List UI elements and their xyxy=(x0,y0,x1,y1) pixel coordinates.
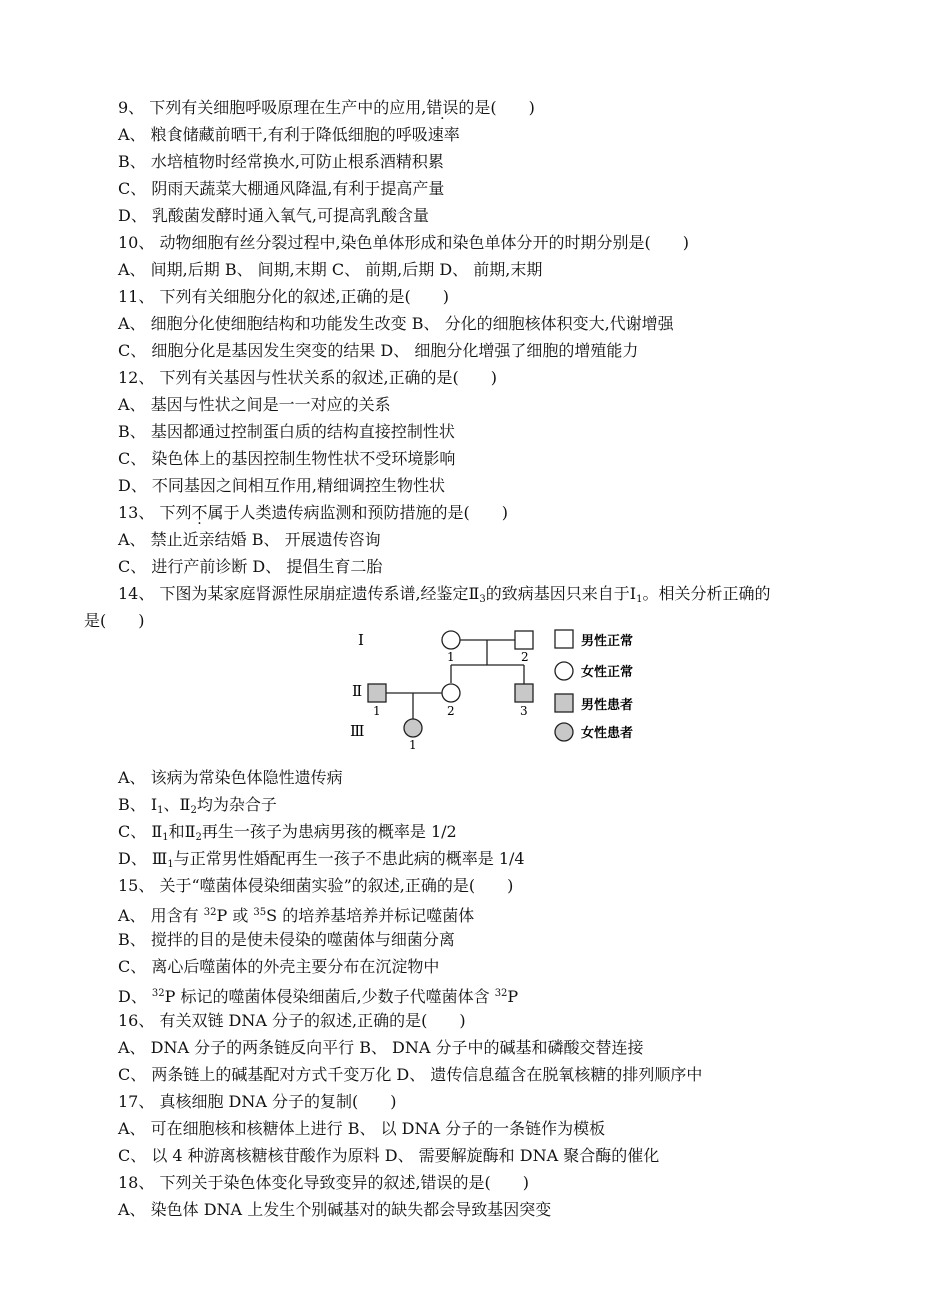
question-17-options-cd: C、 以 4 种游离核糖核苷酸作为原料 D、 需要解旋酶和 DNA 聚合酶的催化 xyxy=(118,1146,660,1165)
question-15-stem: 15、 关于“噬菌体侵染细菌实验”的叙述,正确的是( ) xyxy=(118,876,514,895)
question-16-options-ab: A、 DNA 分子的两条链反向平行 B、 DNA 分子中的碱基和磷酸交替连接 xyxy=(118,1038,644,1057)
question-11-options-ab: A、 细胞分化使细胞结构和功能发生改变 B、 分化的细胞核体积变大,代谢增强 xyxy=(118,314,674,333)
emphasis-word: 错误 xyxy=(426,98,459,117)
question-12-option-a: A、 基因与性状之间是一一对应的关系 xyxy=(118,395,391,414)
legend-affected-male-symbol xyxy=(555,694,573,712)
question-15-option-a: A、 用含有 $^{32}$P 或 $^{35}$S 的培养基培养并标记噬菌体 xyxy=(118,906,475,925)
question-14-option-d: D、 $Ⅲ_1$与正常男性婚配再生一孩子不患此病的概率是 1/4 xyxy=(118,849,525,870)
question-14-option-a: A、 该病为常染色体隐性遗传病 xyxy=(118,768,343,787)
question-12-option-b: B、 基因都通过控制蛋白质的结构直接控制性状 xyxy=(118,422,455,441)
question-16-stem: 16、 有关双链 DNA 分子的叙述,正确的是( ) xyxy=(118,1011,466,1030)
emphasis-word: 不 xyxy=(191,503,208,522)
generation-label-i: Ⅰ xyxy=(358,631,364,649)
legend-normal-male-symbol xyxy=(555,630,573,648)
question-12-stem: 12、 下列有关基因与性状关系的叙述,正确的是( ) xyxy=(118,368,498,387)
label-iii1: 1 xyxy=(409,738,417,752)
question-9-option-d: D、 乳酸菌发酵时通入氧气,可提高乳酸含量 xyxy=(118,206,430,225)
pedigree-diagram xyxy=(340,622,660,752)
question-14-stem: 14、 下图为某家庭肾源性尿崩症遗传系谱,经鉴定$Ⅱ_3$的致病基因只来自于$Ⅰ_1$。相关分析正确的 xyxy=(118,584,771,605)
question-13-options-cd: C、 进行产前诊断 D、 提倡生育二胎 xyxy=(118,557,383,576)
question-11-stem: 11、 下列有关细胞分化的叙述,正确的是( ) xyxy=(118,287,450,306)
question-12-option-d: D、 不同基因之间相互作用,精细调控生物性状 xyxy=(118,476,446,495)
question-10-options: A、 间期,后期 B、 间期,末期 C、 前期,后期 D、 前期,末期 xyxy=(118,260,543,279)
individual-ii2-normal-female xyxy=(442,684,460,702)
individual-ii3-affected-male xyxy=(515,684,533,702)
question-13-options-ab: A、 禁止近亲结婚 B、 开展遗传咨询 xyxy=(118,530,381,549)
legend-normal-male-label: 男性正常 xyxy=(581,634,634,649)
legend-affected-male-label: 男性患者 xyxy=(581,698,634,713)
question-15-option-d: D、 $^{32}$P 标记的噬菌体侵染细菌后,少数子代噬菌体含 $^{32}$P xyxy=(118,987,519,1006)
question-14-option-b: B、 $Ⅰ_1$、$Ⅱ_2$均为杂合子 xyxy=(118,795,277,816)
generation-label-iii: Ⅲ xyxy=(350,722,365,740)
question-18-stem: 18、 下列关于染色体变化导致变异的叙述,错误的是( ) xyxy=(118,1173,530,1192)
legend-affected-female-symbol xyxy=(555,723,573,741)
individual-iii1-affected-female xyxy=(404,719,422,737)
legend-normal-female-symbol xyxy=(555,662,573,680)
question-18-option-a: A、 染色体 DNA 上发生个别碱基对的缺失都会导致基因突变 xyxy=(118,1200,552,1219)
question-14-stem-continued: 是( ) xyxy=(84,611,145,630)
label-ii2: 2 xyxy=(447,704,455,718)
question-17-options-ab: A、 可在细胞核和核糖体上进行 B、 以 DNA 分子的一条链作为模板 xyxy=(118,1119,606,1138)
question-9-option-a: A、 粮食储藏前晒干,有利于降低细胞的呼吸速率 xyxy=(118,125,460,144)
legend-normal-female-label: 女性正常 xyxy=(581,665,634,680)
label-ii1: 1 xyxy=(373,704,381,718)
question-15-option-b: B、 搅拌的目的是使未侵染的噬菌体与细菌分离 xyxy=(118,930,455,949)
label-i2: 2 xyxy=(521,650,529,664)
question-9-stem: 9、 下列有关细胞呼吸原理在生产中的应用,错误的是( ) xyxy=(118,98,535,117)
individual-i2-normal-male xyxy=(515,631,533,649)
question-10-stem: 10、 动物细胞有丝分裂过程中,染色单体形成和染色单体分开的时期分别是( ) xyxy=(118,233,690,252)
question-13-stem: 13、 下列不属于人类遗传病监测和预防措施的是( ) xyxy=(118,503,508,522)
question-12-option-c: C、 染色体上的基因控制生物性状不受环境影响 xyxy=(118,449,456,468)
question-17-stem: 17、 真核细胞 DNA 分子的复制( ) xyxy=(118,1092,397,1111)
generation-label-ii: Ⅱ xyxy=(352,682,363,700)
question-9-option-c: C、 阴雨天蔬菜大棚通风降温,有利于提高产量 xyxy=(118,179,445,198)
question-15-option-c: C、 离心后噬菌体的外壳主要分布在沉淀物中 xyxy=(118,957,440,976)
question-14-option-c: C、 $Ⅱ_1$和$Ⅱ_2$再生一孩子为患病男孩的概率是 1/2 xyxy=(118,822,457,843)
label-i1: 1 xyxy=(447,650,455,664)
question-16-options-cd: C、 两条链上的碱基配对方式千变万化 D、 遗传信息蕴含在脱氧核糖的排列顺序中 xyxy=(118,1065,703,1084)
legend-affected-female-label: 女性患者 xyxy=(581,726,634,741)
label-ii3: 3 xyxy=(520,704,528,718)
question-11-options-cd: C、 细胞分化是基因发生突变的结果 D、 细胞分化增强了细胞的增殖能力 xyxy=(118,341,639,360)
individual-i1-normal-female xyxy=(442,631,460,649)
individual-ii1-affected-male xyxy=(368,684,386,702)
question-9-option-b: B、 水培植物时经常换水,可防止根系酒精积累 xyxy=(118,152,444,171)
